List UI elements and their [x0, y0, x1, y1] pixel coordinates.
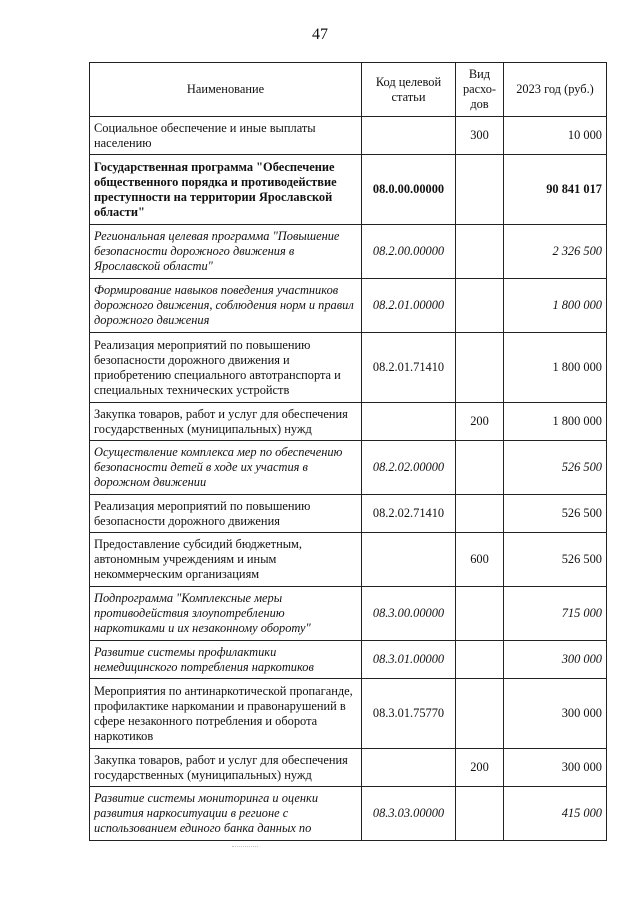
cell-name: Мероприятия по антинаркотической пропаганде, профилактике наркомании и правонарушений в сфере незаконного потребления и оборота наркотиков [90, 679, 362, 749]
cell-amount: 1 800 000 [504, 403, 607, 441]
cell-amount: 300 000 [504, 749, 607, 787]
header-kind: Вид расхо-дов [456, 63, 504, 117]
table-row [90, 495, 607, 533]
cell-amount: 300 000 [504, 641, 607, 679]
cell-name: Формирование навыков поведения участников дорожного движения, соблюдения норм и правил дорожного движения [90, 279, 362, 333]
cell-name: Закупка товаров, работ и услуг для обеспечения государственных (муниципальных) нужд [90, 403, 362, 441]
cell-amount: 526 500 [504, 533, 607, 587]
cell-kind [456, 495, 504, 533]
cell-amount: 715 000 [504, 587, 607, 641]
cell-code [362, 749, 456, 787]
header-name: Наименование [90, 63, 362, 117]
scan-smudge [232, 846, 258, 853]
cell-code: 08.3.03.00000 [362, 787, 456, 841]
table-row [90, 225, 607, 279]
cell-name: Осуществление комплекса мер по обеспечению безопасности детей в ходе их участия в дорожном движении [90, 441, 362, 495]
cell-code: 08.2.02.00000 [362, 441, 456, 495]
table-row [90, 679, 607, 749]
cell-kind [456, 279, 504, 333]
cell-code: 08.3.01.75770 [362, 679, 456, 749]
cell-name: Развитие системы мониторинга и оценки развития наркоситуации в регионе с использованием единого банка данных по [90, 787, 362, 841]
cell-code [362, 533, 456, 587]
table-row [90, 787, 607, 841]
cell-amount: 526 500 [504, 441, 607, 495]
cell-code: 08.2.01.71410 [362, 333, 456, 403]
cell-kind: 200 [456, 749, 504, 787]
cell-code: 08.3.01.00000 [362, 641, 456, 679]
cell-code [362, 403, 456, 441]
cell-kind: 600 [456, 533, 504, 587]
header-amount: 2023 год (руб.) [504, 63, 607, 117]
cell-code: 08.3.00.00000 [362, 587, 456, 641]
cell-amount: 90 841 017 [504, 155, 607, 225]
cell-code: 08.2.02.71410 [362, 495, 456, 533]
cell-amount: 1 800 000 [504, 333, 607, 403]
table-row [90, 441, 607, 495]
cell-amount: 415 000 [504, 787, 607, 841]
cell-amount: 526 500 [504, 495, 607, 533]
table-row [90, 749, 607, 787]
header-row [90, 63, 607, 117]
cell-name: Реализация мероприятий по повышению безопасности дорожного движения и приобретению специального автотранспорта и специальных технических устройств [90, 333, 362, 403]
table-row [90, 533, 607, 587]
table-row [90, 155, 607, 225]
table-row [90, 117, 607, 155]
cell-code: 08.2.01.00000 [362, 279, 456, 333]
cell-name: Развитие системы профилактики немедицинского потребления наркотиков [90, 641, 362, 679]
budget-table [89, 62, 607, 841]
cell-name: Закупка товаров, работ и услуг для обеспечения государственных (муниципальных) нужд [90, 749, 362, 787]
cell-kind [456, 587, 504, 641]
cell-code: 08.2.00.00000 [362, 225, 456, 279]
table-body [90, 117, 607, 841]
table-row [90, 279, 607, 333]
cell-kind [456, 787, 504, 841]
cell-amount: 1 800 000 [504, 279, 607, 333]
cell-amount: 10 000 [504, 117, 607, 155]
cell-kind [456, 225, 504, 279]
table-row [90, 641, 607, 679]
table-row [90, 587, 607, 641]
cell-amount: 300 000 [504, 679, 607, 749]
header-code: Код целевой статьи [362, 63, 456, 117]
cell-kind: 200 [456, 403, 504, 441]
cell-name: Региональная целевая программа "Повышение безопасности дорожного движения в Ярославской области" [90, 225, 362, 279]
cell-amount: 2 326 500 [504, 225, 607, 279]
cell-kind [456, 333, 504, 403]
cell-name: Предоставление субсидий бюджетным, автономным учреждениям и иным некоммерческим организациям [90, 533, 362, 587]
cell-name: Реализация мероприятий по повышению безопасности дорожного движения [90, 495, 362, 533]
table-row [90, 333, 607, 403]
cell-kind: 300 [456, 117, 504, 155]
cell-kind [456, 641, 504, 679]
cell-code [362, 117, 456, 155]
cell-code: 08.0.00.00000 [362, 155, 456, 225]
cell-name: Подпрограмма "Комплексные меры противодействия злоупотреблению наркотиками и их незаконному обороту" [90, 587, 362, 641]
cell-kind [456, 155, 504, 225]
cell-name: Социальное обеспечение и иные выплаты населению [90, 117, 362, 155]
table-row [90, 403, 607, 441]
cell-name: Государственная программа "Обеспечение общественного порядка и противодействие преступности на территории Ярославской области" [90, 155, 362, 225]
cell-kind [456, 679, 504, 749]
cell-kind [456, 441, 504, 495]
page-number: 47 [312, 26, 328, 43]
